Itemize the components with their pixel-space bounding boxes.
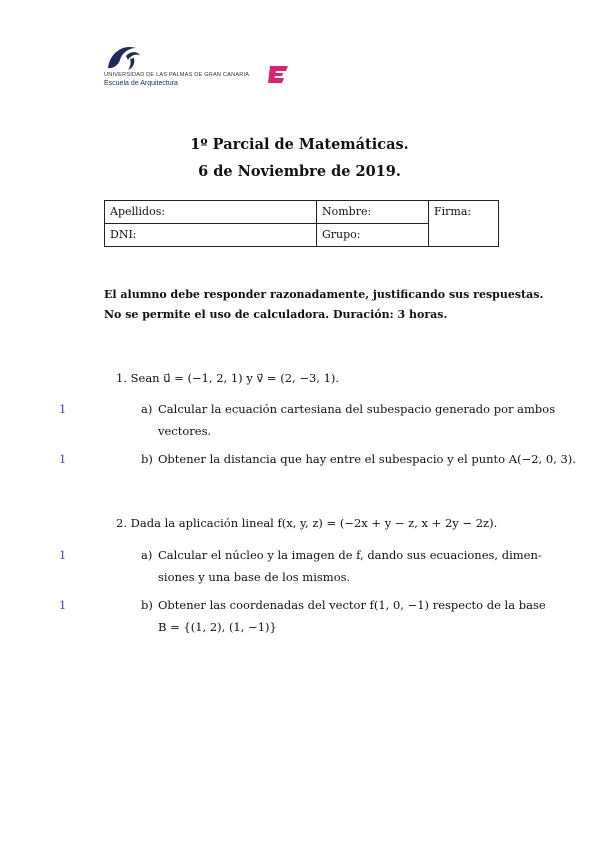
grupo-label: Grupo: xyxy=(322,228,361,241)
apellidos-cell[interactable] xyxy=(105,201,317,224)
item-text: Obtener las coordenadas del vector f(1, 0, −1) respecto de la base xyxy=(158,598,546,612)
item-label: a) xyxy=(141,548,153,562)
university-logo xyxy=(104,42,250,90)
instruction-line-1: El alumno debe responder razonadamente, justificando sus respuestas. xyxy=(104,288,544,301)
apellidos-label: Apellidos: xyxy=(110,205,166,218)
nombre-cell[interactable] xyxy=(317,201,429,224)
item-label: a) xyxy=(141,402,153,416)
item-text: vectores. xyxy=(158,424,212,438)
exam-date: 6 de Noviembre de 2019. xyxy=(198,163,401,180)
grupo-cell[interactable] xyxy=(317,224,429,247)
school-name: Escuela de Arquitectura xyxy=(104,80,178,87)
nombre-label: Nombre: xyxy=(322,205,372,218)
firma-label: Firma: xyxy=(434,205,472,218)
item-label: b) xyxy=(141,598,153,612)
item-text: siones y una base de los mismos. xyxy=(158,570,351,584)
university-emblem-icon xyxy=(104,42,144,72)
instruction-line-2: No se permite el uso de calculadora. Duración: 3 horas. xyxy=(104,308,448,321)
dni-label: DNI: xyxy=(110,228,137,241)
exam-title: 1º Parcial de Matemáticas. xyxy=(190,136,409,153)
item-text: Obtener la distancia que hay entre el subespacio y el punto A(−2, 0, 3). xyxy=(158,452,576,466)
school-logo-icon xyxy=(268,64,290,84)
question-1 xyxy=(116,371,339,385)
question-2 xyxy=(116,516,497,530)
points-mark: 1 xyxy=(59,548,67,562)
points-mark: 1 xyxy=(59,598,67,612)
question-number: 1. xyxy=(116,371,127,385)
dni-cell[interactable] xyxy=(105,224,317,247)
points-mark: 1 xyxy=(59,402,67,416)
points-mark: 1 xyxy=(59,452,67,466)
university-name: UNIVERSIDAD DE LAS PALMAS DE GRAN CANARIA xyxy=(104,72,250,78)
firma-cell[interactable] xyxy=(429,201,499,247)
item-label: b) xyxy=(141,452,153,466)
item-text: Calcular la ecuación cartesiana del subespacio generado por ambos xyxy=(158,402,556,416)
question-statement: Dada la aplicación lineal f(x, y, z) = (−2x + y − z, x + 2y − 2z). xyxy=(130,516,498,530)
item-text: B = {(1, 2), (1, −1)} xyxy=(158,620,277,634)
question-statement: Sean u⃗ = (−1, 2, 1) y v⃗ = (2, −3, 1). xyxy=(130,371,340,385)
student-info-table xyxy=(104,200,499,247)
question-number: 2. xyxy=(116,516,127,530)
item-text: Calcular el núcleo y la imagen de f, dando sus ecuaciones, dimen- xyxy=(158,548,542,562)
